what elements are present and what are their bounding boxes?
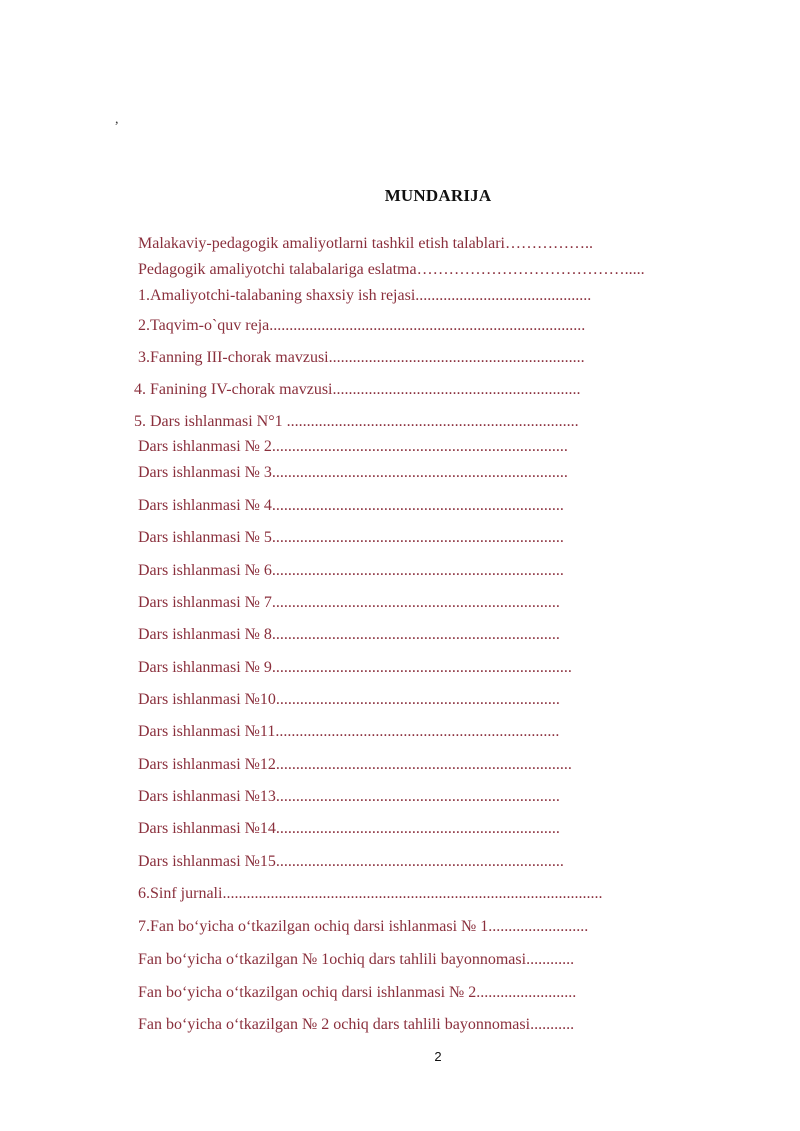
toc-entry: Dars ishlanmasi № 8........................................................................ (138, 626, 560, 643)
toc-entry: Dars ishlanmasi №13....................................................................... (138, 788, 560, 805)
toc-entry: Fan bo‘yicha o‘tkazilgan ochiq darsi ishlanmasi № 2......................... (138, 984, 577, 1001)
toc-entry: Dars ishlanmasi №12.......................................................................... (138, 756, 572, 773)
toc-entry: 7.Fan bo‘yicha o‘tkazilgan ochiq darsi ishlanmasi № 1......................... (138, 918, 589, 935)
toc-entry: Pedagogik amaliyotchi talabalariga eslatma…………………………………..... (138, 261, 645, 278)
toc-entry: Fan bo‘yicha o‘tkazilgan № 1ochiq dars tahlili bayonnomasi............ (138, 951, 575, 968)
stray-mark: , (115, 112, 119, 127)
toc-entry: Dars ishlanmasi № 6......................................................................... (138, 562, 564, 579)
toc-entry: Dars ishlanmasi №11....................................................................... (138, 723, 560, 740)
toc-entry: Dars ishlanmasi № 7........................................................................ (138, 594, 560, 611)
toc-entry: 2.Taqvim-o`quv reja............................................................................... (138, 317, 586, 334)
toc-entry: Dars ishlanmasi № 9........................................................................... (138, 659, 572, 676)
toc-entry: Dars ishlanmasi №15........................................................................ (138, 853, 564, 870)
toc-entry: Dars ishlanmasi № 5......................................................................... (138, 529, 564, 546)
toc-entry: Dars ishlanmasi № 2.......................................................................... (138, 438, 568, 455)
toc-entry: Dars ishlanmasi №10....................................................................... (138, 691, 560, 708)
toc-entry: 5. Dars ishlanmasi N°1 ......................................................................... (134, 413, 579, 430)
toc-entry: Malakaviy-pedagogik amaliyotlarni tashkil etish talablari…………….. (138, 235, 593, 252)
toc-entry: 4. Fanining IV-chorak mavzusi.............................................................. (134, 381, 581, 398)
toc-entry: Dars ishlanmasi №14....................................................................... (138, 820, 560, 837)
page-number: 2 (434, 1049, 442, 1064)
toc-entry: Fan bo‘yicha o‘tkazilgan № 2 ochiq dars tahlili bayonnomasi........... (138, 1016, 575, 1033)
toc-entry: 3.Fanning III-chorak mavzusi................................................................ (138, 349, 585, 366)
toc-entry: 6.Sinf jurnali............................................................................................... (138, 885, 603, 902)
toc-entry: Dars ishlanmasi № 4......................................................................... (138, 497, 564, 514)
page-title: MUNDARIJA (384, 186, 492, 205)
toc-entry: 1.Amaliyotchi-talabaning shaxsiy ish rejasi............................................ (138, 287, 592, 304)
toc-entry: Dars ishlanmasi № 3.......................................................................... (138, 464, 568, 481)
